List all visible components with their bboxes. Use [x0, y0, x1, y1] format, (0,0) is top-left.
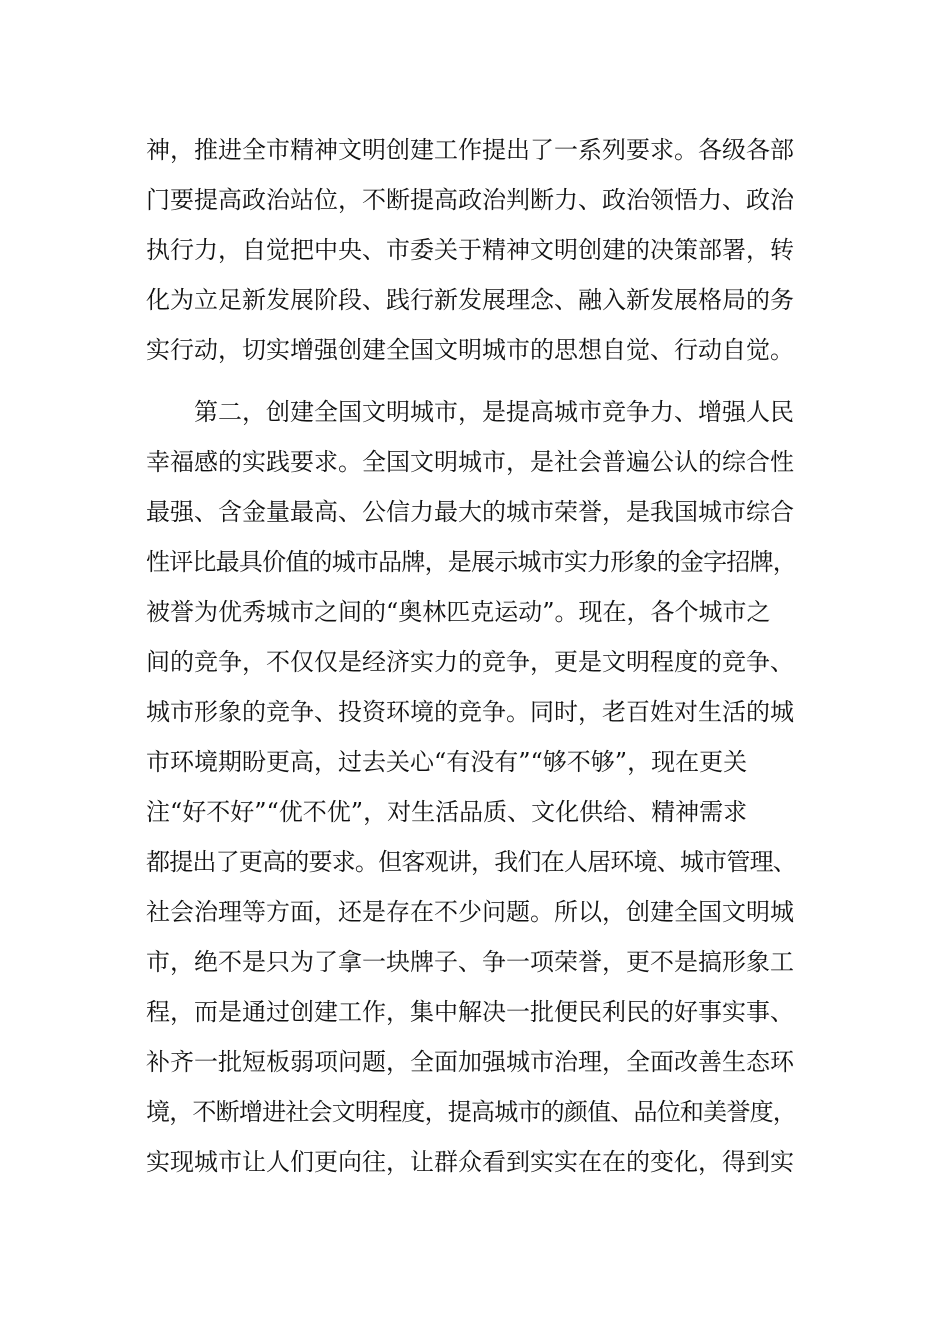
text-line: 城市形象的竞争、投资环境的竞争。同时，老百姓对生活的城	[146, 698, 794, 726]
text-line: 最强、含金量最高、公信力最大的城市荣誉，是我国城市综合	[146, 498, 794, 526]
text-line: 社会治理等方面，还是存在不少问题。所以，创建全国文明城	[146, 898, 794, 926]
text-line: 执行力，自觉把中央、市委关于精神文明创建的决策部署，转	[146, 236, 794, 264]
text-line: 门要提高政治站位，不断提高政治判断力、政治领悟力、政治	[146, 186, 794, 214]
text-line: 市，绝不是只为了拿一块牌子、争一项荣誉，更不是搞形象工	[146, 948, 794, 976]
text-line: 注“好不好”“优不优”，对生活品质、文化供给、精神需求	[146, 798, 748, 826]
text-line: 都提出了更高的要求。但客观讲，我们在人居环境、城市管理、	[146, 848, 796, 876]
text-line: 实行动，切实增强创建全国文明城市的思想自觉、行动自觉。	[146, 336, 794, 364]
text-line: 实现城市让人们更向往，让群众看到实实在在的变化，得到实	[146, 1148, 794, 1176]
text-line: 间的竞争，不仅仅是经济实力的竞争，更是文明程度的竞争、	[146, 648, 794, 676]
text-line: 补齐一批短板弱项问题，全面加强城市治理，全面改善生态环	[146, 1048, 794, 1076]
paragraph-first-line: 第二，创建全国文明城市，是提高城市竞争力、增强人民	[194, 398, 794, 426]
text-line: 性评比最具价值的城市品牌，是展示城市实力形象的金字招牌，	[146, 548, 796, 576]
text-line: 市环境期盼更高，过去关心“有没有”“够不够”，现在更关	[146, 748, 748, 776]
text-line: 化为立足新发展阶段、践行新发展理念、融入新发展格局的务	[146, 286, 794, 314]
text-line: 被誉为优秀城市之间的“奥林匹克运动”。现在，各个城市之	[146, 598, 771, 626]
text-line: 幸福感的实践要求。全国文明城市，是社会普遍公认的综合性	[146, 448, 794, 476]
text-line: 程，而是通过创建工作，集中解决一批便民利民的好事实事、	[146, 998, 794, 1026]
text-line: 神，推进全市精神文明创建工作提出了一系列要求。各级各部	[146, 136, 794, 164]
text-line: 境，不断增进社会文明程度，提高城市的颜值、品位和美誉度，	[146, 1098, 796, 1126]
